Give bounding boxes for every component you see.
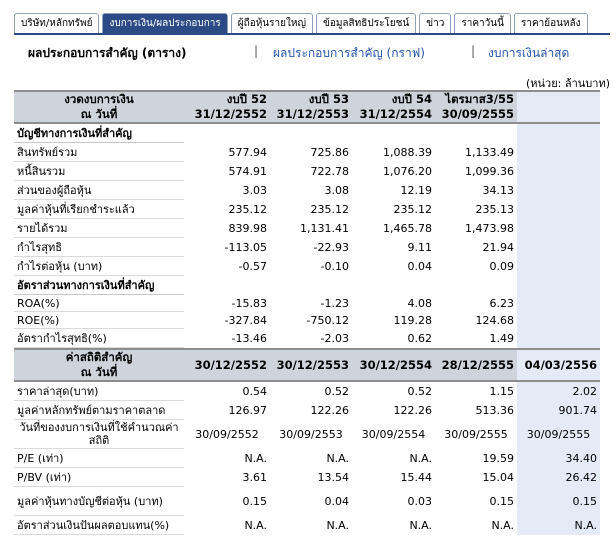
unit-note: (หน่วย: ล้านบาท) [525,77,610,90]
header-col-period: งบปี 54 [391,92,432,106]
value-cell: 722.78 [310,164,349,178]
header-col-period: งบปี 52 [226,92,267,106]
row-label: สินทรัพย์รวม [14,143,184,162]
tab-financial-statements[interactable]: งบการเงิน/ผลประกอบการ [102,13,227,33]
table-row [14,143,600,162]
header-col-date: 30/12/2552 [184,349,270,381]
table-row [14,329,600,348]
row-label: ราคาล่าสุด(บาท) [14,381,184,401]
value-cell: N.A. [409,518,432,532]
value-cell: 122.26 [393,403,432,417]
table-row [14,449,600,468]
table-row [14,162,600,181]
header-label [14,349,184,381]
value-cell: -15.83 [231,296,267,310]
table-row [14,257,600,276]
value-cell: 3.08 [324,183,349,197]
value-cell: 839.98 [228,221,267,235]
empty-cell [517,143,600,162]
value-cell: 0.04 [407,259,432,273]
value-cell: 235.13 [475,202,514,216]
section-row [14,123,600,143]
value-cell: -0.57 [238,259,267,273]
row-label: กำไรสุทธิ [14,238,184,257]
value-cell: 30/09/2555 [444,427,508,441]
value-cell: 15.04 [482,470,514,484]
value-cell: -750.12 [306,313,349,327]
header-col-period: งบปี 53 [308,92,349,106]
empty-cell [517,238,600,257]
empty-cell [517,181,600,200]
value-cell: 124.68 [475,313,514,327]
header-col-date: 31/12/2552 [194,107,267,121]
value-cell: 0.15 [517,487,600,516]
header-col-date: 28/12/2555 [435,349,517,381]
value-cell: N.A. [326,451,349,465]
value-cell: 725.86 [310,145,349,159]
table-row [14,312,600,329]
value-cell: 3.03 [242,183,267,197]
empty-cell [517,276,600,295]
row-label: มูลค่าหลักทรัพย์ตามราคาตลาด [14,401,184,420]
value-cell: 30/09/2555 [517,420,600,449]
value-cell: 577.94 [228,145,267,159]
value-cell: 30/09/2553 [279,427,343,441]
value-cell: N.A. [244,518,267,532]
sub-navigation [28,44,586,60]
value-cell: 3.61 [242,470,267,484]
subnav-link-latest-statements[interactable]: งบการเงินล่าสุด [488,46,570,60]
row-label: ส่วนของผู้ถือหุ้น [14,181,184,200]
section-title: บัญชีทางการเงินที่สำคัญ [14,123,184,143]
table-row [14,200,600,219]
value-cell: 26.42 [517,468,600,487]
header-label-stats: ค่าสถิติสำคัญ [65,350,133,364]
value-cell: 0.54 [242,384,267,398]
subnav-link-graph[interactable]: ผลประกอบการสำคัญ (กราฟ) [273,46,425,60]
value-cell: 126.97 [228,403,267,417]
header-col-date: 31/12/2553 [276,107,349,121]
header-col [184,91,270,123]
value-cell: 1,099.36 [465,164,514,178]
value-cell: 0.52 [407,384,432,398]
subnav-table-active: ผลประกอบการสำคัญ (ตาราง) [28,46,187,60]
header-col-date: 04/03/2556 [517,349,600,381]
empty-cell [517,295,600,312]
value-cell: 6.23 [489,296,514,310]
table-row [14,516,600,535]
value-cell: -113.05 [224,240,267,254]
table-row [14,181,600,200]
key-statistics-table [14,348,600,535]
empty-cell [270,123,352,143]
subnav-separator: | [254,44,259,58]
table-row [14,238,600,257]
value-cell: 0.04 [324,494,349,508]
empty-cell [184,276,270,295]
subnav-separator: | [471,44,476,58]
empty-cell [517,329,600,348]
value-cell: 235.12 [393,202,432,216]
tab-bar [14,13,591,33]
empty-cell [517,123,600,143]
header-col-date: 30/09/2555 [441,107,514,121]
empty-cell [352,123,435,143]
value-cell: 0.52 [324,384,349,398]
empty-cell [517,219,600,238]
table-row [14,381,600,401]
header-col-period: ไตรมาส3/55 [445,92,514,106]
table-header-row [14,91,600,123]
header-col-date: 30/12/2554 [352,349,435,381]
value-cell: 574.91 [228,164,267,178]
value-cell: 1.49 [489,331,514,345]
row-label: อัตราส่วนเงินปันผลตอบแทน(%) [14,516,184,535]
tab-major-shareholders[interactable]: ผู้ถือหุ้นรายใหญ่ [231,13,313,33]
row-label: ROE(%) [14,312,184,329]
table-row [14,468,600,487]
table-header-row [14,349,600,381]
tab-company-security[interactable]: บริษัท/หลักทรัพย์ [14,13,99,33]
section-row [14,276,600,295]
empty-cell [517,162,600,181]
table-row [14,295,600,312]
value-cell: 1,473.98 [465,221,514,235]
value-cell: -1.23 [320,296,349,310]
empty-cell [517,200,600,219]
section-title: อัตราส่วนทางการเงินที่สำคัญ [14,276,184,295]
row-label: หนี้สินรวม [14,162,184,181]
row-label: วันที่ของงบการเงินที่ใช้คำนวณค่าสถิติ [14,420,184,449]
header-label-period: งวดงบการเงิน [64,92,134,106]
row-label: กำไรต่อหุ้น (บาท) [14,257,184,276]
value-cell: 0.09 [489,259,514,273]
empty-cell [435,123,517,143]
empty-cell [270,276,352,295]
value-cell: 119.28 [393,313,432,327]
value-cell: 12.19 [400,183,432,197]
table-row [14,219,600,238]
value-cell: -22.93 [313,240,349,254]
header-col [435,91,517,123]
value-cell: 122.26 [310,403,349,417]
row-label: มูลค่าหุ้นทางบัญชีต่อหุ้น (บาท) [14,487,184,516]
row-label: P/BV (เท่า) [14,468,184,487]
financial-summary-table [14,90,600,357]
row-label: ROA(%) [14,295,184,312]
value-cell: 2.02 [517,381,600,401]
value-cell: N.A. [409,451,432,465]
value-cell: 1,088.39 [383,145,432,159]
header-col-empty [517,91,600,123]
header-label-date: ณ วันที่ [80,107,118,121]
value-cell: 34.13 [482,183,514,197]
empty-cell [184,123,270,143]
value-cell: N.A. [244,451,267,465]
value-cell: 13.54 [317,470,349,484]
value-cell: -327.84 [224,313,267,327]
value-cell: 513.36 [475,403,514,417]
value-cell: 1.15 [489,384,514,398]
row-label: อัตรากำไรสุทธิ(%) [14,329,184,348]
header-col [352,91,435,123]
empty-cell [435,276,517,295]
header-col [270,91,352,123]
tab-underline [14,33,610,35]
tab-price-history[interactable]: ราคาย้อนหลัง [514,13,588,33]
value-cell: 0.03 [407,494,432,508]
row-label: รายได้รวม [14,219,184,238]
value-cell: 9.11 [407,240,432,254]
value-cell: N.A. [326,518,349,532]
empty-cell [352,276,435,295]
header-label-date: ณ วันที่ [80,365,118,379]
value-cell: 1,465.78 [383,221,432,235]
header-label [14,91,184,123]
value-cell: 21.94 [482,240,514,254]
row-label: มูลค่าหุ้นที่เรียกชำระแล้ว [14,200,184,219]
value-cell: 235.12 [228,202,267,216]
table-row [14,401,600,420]
value-cell: 0.62 [407,331,432,345]
table-row [14,487,600,516]
value-cell: 34.40 [517,449,600,468]
value-cell: 19.59 [482,451,514,465]
row-label: P/E (เท่า) [14,449,184,468]
value-cell: 901.74 [517,401,600,420]
value-cell: 15.44 [400,470,432,484]
value-cell: N.A. [491,518,514,532]
value-cell: 0.15 [489,494,514,508]
value-cell: 1,131.41 [300,221,349,235]
value-cell: -13.46 [231,331,267,345]
value-cell: -2.03 [320,331,349,345]
value-cell: 1,133.49 [465,145,514,159]
value-cell: 4.08 [407,296,432,310]
empty-cell [517,257,600,276]
value-cell: 30/09/2552 [195,427,259,441]
value-cell: 1,076.20 [383,164,432,178]
value-cell: 0.15 [242,494,267,508]
header-col-date: 31/12/2554 [359,107,432,121]
tab-price-today[interactable]: ราคาวันนี้ [454,13,511,33]
header-col-date: 30/12/2553 [270,349,352,381]
value-cell: 30/09/2554 [361,427,426,441]
value-cell: 235.12 [310,202,349,216]
table-row [14,420,600,449]
value-cell: -0.10 [320,259,349,273]
tab-news[interactable]: ข่าว [419,13,451,33]
value-cell: N.A. [517,516,600,535]
empty-cell [517,312,600,329]
tab-rights-benefits[interactable]: ข้อมูลสิทธิประโยชน์ [316,13,416,33]
